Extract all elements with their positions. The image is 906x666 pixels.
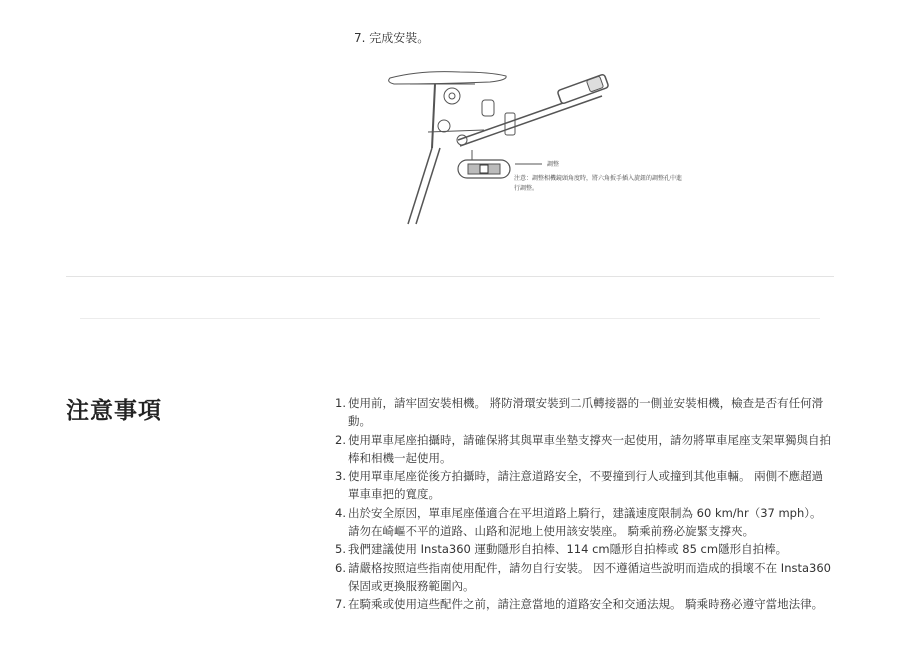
- precaution-item-7: [331, 595, 831, 613]
- item-number: 5.: [335, 542, 346, 557]
- item-text: 出於安全原因，單車尾座僅適合在平坦道路上騎行，建議速度限制為 60 km/hr（37 mph）。請勿在崎嶇不平的道路、山路和泥地上使用該安裝座。 騎乘前務必旋緊支撐夾。: [348, 505, 822, 539]
- item-number: 3.: [335, 469, 346, 484]
- item-number: 2.: [335, 432, 346, 447]
- item-text: 使用前，請牢固安裝相機。 將防滑環安裝到二爪轉接器的一側並安裝相機，檢查是否有任何滑動。: [348, 396, 824, 429]
- camera-body: [557, 74, 609, 104]
- precaution-item-6: [331, 559, 831, 596]
- precaution-item-5: [331, 540, 831, 558]
- precaution-item-1: [331, 394, 831, 431]
- item-text: 使用單車尾座拍攝時，請確保將其與單車坐墊支撐夾一起使用，請勿將單車尾座支架單獨與自拍棒和相機一起使用。: [348, 432, 831, 465]
- precaution-item-2: [331, 431, 831, 468]
- precaution-item-4: [331, 504, 831, 541]
- seat-clamp-inner: [449, 93, 455, 99]
- saddle-shape: [389, 72, 507, 84]
- clamp-joint: [438, 120, 450, 132]
- item-text: 使用單車尾座從後方拍攝時，請注意道路安全，不要撞到行人或撞到其他車輛。 兩側不應超過單車車把的寬度。: [348, 469, 824, 502]
- item-number: 4.: [335, 505, 346, 520]
- callout-note: 注意：調整相機鏡頭角度時，將六角扳手插入旋鈕的調整孔中進行調整。: [514, 175, 683, 192]
- seat-post: [432, 84, 435, 148]
- item-text: 請嚴格按照這些指南使用配件，請勿自行安裝。 因不遵循這些說明而造成的損壞不在 Insta360 保固或更換服務範圍內。: [348, 560, 831, 593]
- section-divider-secondary: [80, 318, 820, 319]
- precaution-item-3: [331, 467, 831, 504]
- item-number: 7.: [335, 597, 346, 612]
- precautions-title: 注意事項: [66, 398, 162, 424]
- item-number: 6.: [335, 560, 346, 575]
- item-text: 我們建議使用 Insta360 運動隱形自拍棒、114 cm隱形自拍棒或 85 cm隱形自拍棒。: [348, 542, 788, 557]
- selfie-stick-bottom: [460, 96, 602, 146]
- precautions-list: [331, 394, 831, 614]
- adjust-knob-center: [480, 165, 488, 173]
- item-number: 1.: [335, 396, 346, 410]
- clamp-bar: [428, 130, 484, 132]
- item-text: 在騎乘或使用這些配件之前，請注意當地的道路安全和交通法規。 騎乘時務必遵守當地法律。: [348, 597, 824, 612]
- mount-bracket: [505, 113, 515, 135]
- section-divider: [66, 276, 834, 277]
- step-heading: 7. 完成安裝。: [354, 31, 430, 45]
- mount-knob: [482, 100, 494, 116]
- seat-clamp: [444, 88, 460, 104]
- callout-label: 調整: [547, 161, 560, 168]
- bike-mount-illustration: [380, 68, 680, 228]
